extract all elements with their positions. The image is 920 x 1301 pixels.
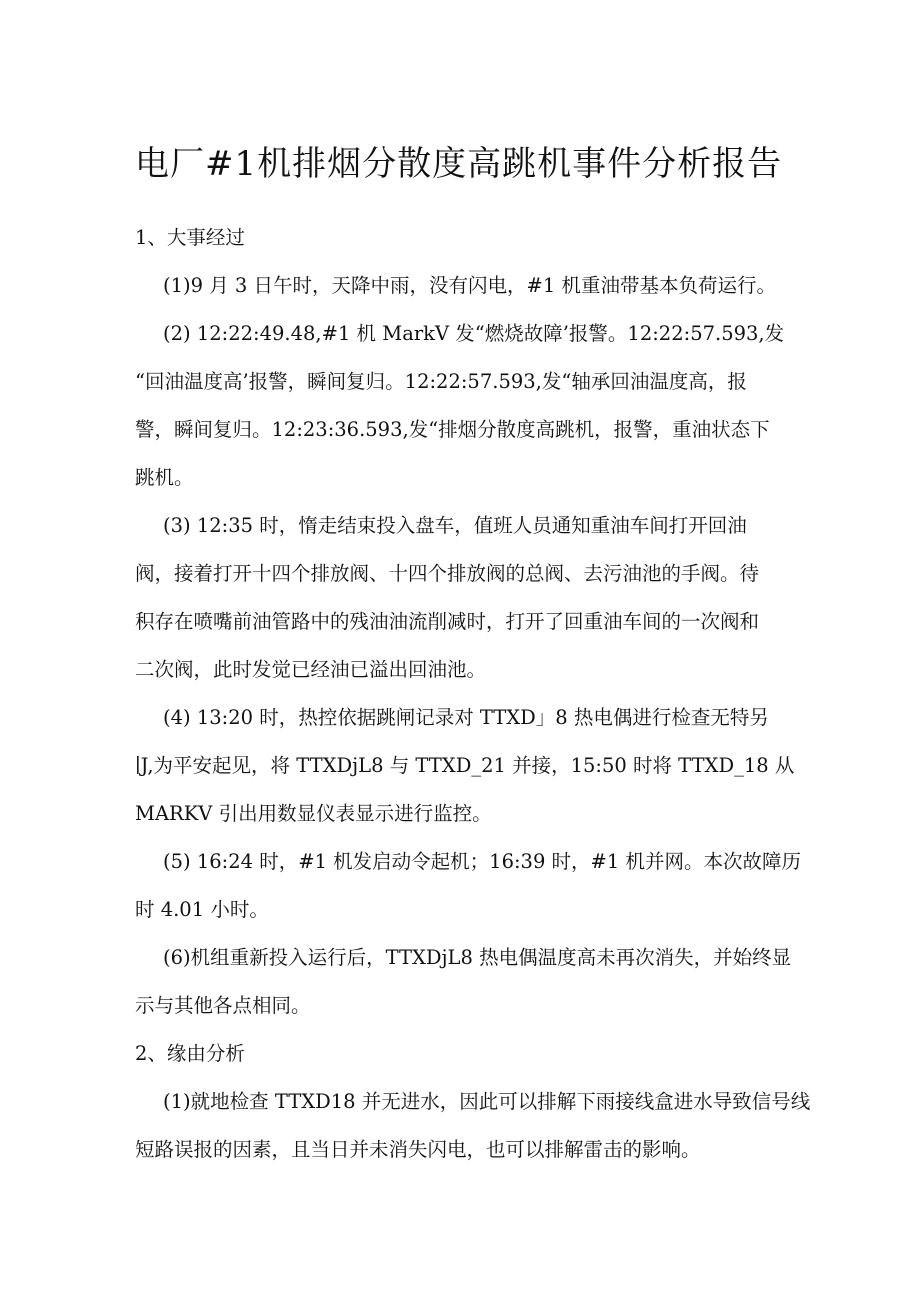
text-line: 阀，接着打开十四个排放阀、十四个排放阀的总阀、去污油池的手阀。待 bbox=[135, 562, 760, 585]
document-title: 电厂#1机排烟分散度高跳机事件分析报告 bbox=[135, 144, 783, 184]
text-line: (5) 16:24 时，#1 机发启动令起机；16:39 时，#1 机并网。本次故障历 bbox=[163, 850, 801, 873]
paragraph-1-5 bbox=[135, 838, 801, 934]
text-line: (1)9 月 3 日午时，天降中雨，没有闪电，#1 机重油带基本负荷运行。 bbox=[163, 274, 776, 297]
text-line: 示与其他各点相同。 bbox=[135, 994, 311, 1017]
section-heading-2: 2、缘由分析 bbox=[135, 1042, 245, 1065]
text-line: 积存在喷嘴前油管路中的残油油流削减时，打开了回重油车间的一次阀和 bbox=[135, 610, 760, 633]
text-line: (1)就地检查 TTXD18 并无进水，因此可以排解下雨接线盒进水导致信号线 bbox=[163, 1090, 811, 1113]
paragraph-1-4 bbox=[135, 694, 795, 838]
paragraph-2-1 bbox=[135, 1078, 811, 1174]
text-line: 警，瞬间复归。12:23:36.593,发“排烟分散度高跳机，报警，重油状态下 bbox=[135, 418, 770, 441]
paragraph-1-3 bbox=[135, 502, 785, 694]
document-body bbox=[135, 214, 811, 1174]
text-line: 跳机。 bbox=[135, 466, 194, 489]
text-line: “回油温度高’报警，瞬间复归。12:22:57.593,发“轴承回油温度高，报 bbox=[135, 370, 747, 393]
paragraph-1-1 bbox=[135, 262, 785, 310]
paragraph-1-6 bbox=[135, 934, 792, 1030]
text-line: 二次阀，此时发觉已经油已溢出回油池。 bbox=[135, 658, 487, 681]
text-line: (6)机组重新投入运行后，TTXDjL8 热电偶温度高未再次消失，并始终显 bbox=[163, 946, 792, 969]
paragraph-1-2 bbox=[135, 310, 785, 502]
text-line: (3) 12:35 时，惰走结束投入盘车，值班人员通知重油车间打开回油 bbox=[163, 514, 747, 537]
text-line: ∣J,为平安起见，将 TTXDjL8 与 TTXD_21 并接，15:50 时将 TTXD_18 从 bbox=[135, 754, 795, 777]
text-line: (4) 13:20 时，热控依据跳闸记录对 TTXD」8 热电偶进行检查无特另 bbox=[163, 706, 769, 729]
text-line: MARKV 引出用数显仪表显示进行监控。 bbox=[135, 802, 492, 825]
text-line: 时 4.01 小时。 bbox=[135, 898, 269, 921]
section-heading-1: 1、大事经过 bbox=[135, 226, 245, 249]
text-line: (2) 12:22:49.48,#1 机 MarkV 发“燃烧故障’报警。12:22:57.593,发 bbox=[163, 322, 785, 345]
text-line: 短路误报的因素，且当日并未消失闪电，也可以排解雷击的影响。 bbox=[135, 1138, 701, 1161]
